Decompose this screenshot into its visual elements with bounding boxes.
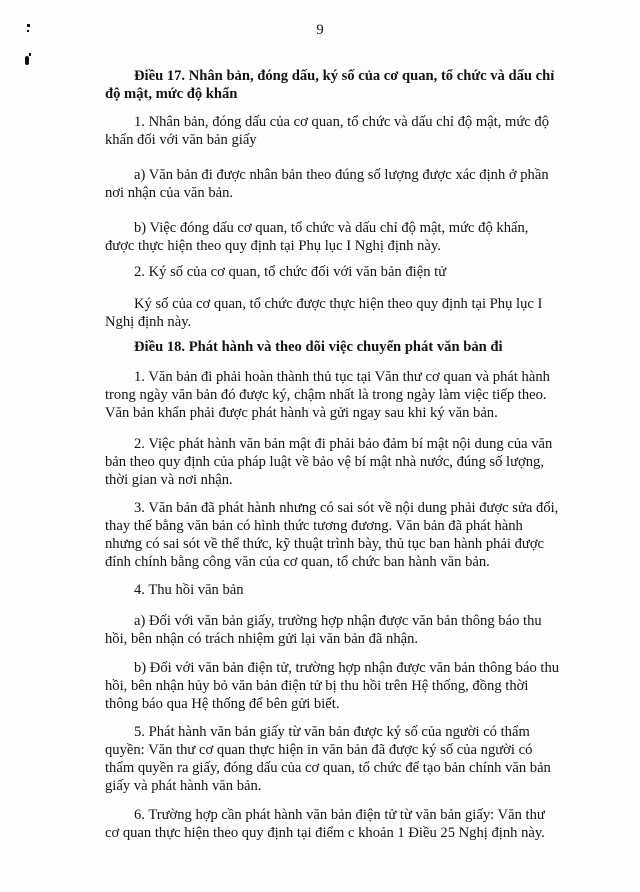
article-heading: Điều 17. Nhân bản, đóng dấu, ký số của cơ quan, tổ chức và dấu chỉ bbox=[134, 68, 555, 84]
paragraph-line: 3. Văn bản đã phát hành nhưng có sai sót về nội dung phải được sửa đổi, bbox=[134, 500, 559, 516]
paragraph-line: thời gian và nơi nhận. bbox=[105, 472, 233, 488]
paragraph-line: a) Văn bản đi được nhân bản theo đúng số lượng được xác định ở phần bbox=[134, 167, 549, 183]
paragraph-line: trong ngày văn bản đó được ký, chậm nhất là trong ngày làm việc tiếp theo. bbox=[105, 387, 547, 403]
paragraph-line: 5. Phát hành văn bản giấy từ văn bản được ký số của người có thẩm bbox=[134, 724, 530, 740]
paragraph-line: thay thế bằng văn bản có hình thức tương đương. Văn bản đã phát hành bbox=[105, 518, 523, 534]
paragraph-line: cơ quan thực hiện theo quy định tại điểm c khoản 1 Điều 25 Nghị định này. bbox=[105, 825, 545, 841]
paragraph-line: thẩm quyền ra giấy, đóng dấu của cơ quan, tổ chức để tạo bản chính văn bản bbox=[105, 760, 551, 776]
paragraph-line: a) Đối với văn bản giấy, trường hợp nhận được văn bản thông báo thu bbox=[134, 613, 542, 629]
paragraph-line: 6. Trường hợp cần phát hành văn bản điện tử từ văn bản giấy: Văn thư bbox=[134, 807, 545, 823]
article-heading: độ mật, mức độ khẩn bbox=[105, 86, 238, 102]
paragraph-line: b) Đối với văn bản điện tử, trường hợp nhận được văn bản thông báo thu bbox=[134, 660, 560, 676]
paragraph-line: thông báo qua Hệ thống để bên gửi biết. bbox=[105, 696, 340, 712]
paragraph-line: b) Việc đóng dấu cơ quan, tổ chức và dấu chỉ độ mật, mức độ khẩn, bbox=[134, 220, 529, 236]
scan-mark-blot bbox=[29, 53, 31, 56]
paragraph-line: giấy và phát hành văn bản. bbox=[105, 778, 262, 794]
paragraph-line: 4. Thu hồi văn bản bbox=[134, 582, 244, 598]
paragraph-line: hồi, bên nhận có trách nhiệm gửi lại văn bản đã nhận. bbox=[105, 631, 419, 647]
paragraph-line: nơi nhận của văn bản. bbox=[105, 185, 234, 201]
paragraph-line: được thực hiện theo quy định tại Phụ lục I Nghị định này. bbox=[105, 238, 441, 254]
scan-mark-blot bbox=[25, 56, 29, 65]
paragraph-line: hồi, bên nhận hủy bỏ văn bản điện tử bị thu hồi trên Hệ thống, đồng thời bbox=[105, 678, 529, 694]
paragraph-line: đính chính bằng công văn của cơ quan, tổ chức ban hành văn bản. bbox=[105, 554, 490, 570]
page-number: 9 bbox=[316, 22, 324, 38]
paragraph-line: Ký số của cơ quan, tổ chức được thực hiện theo quy định tại Phụ lục I bbox=[134, 296, 543, 312]
paragraph-line: quyền: Văn thư cơ quan thực hiện in văn bản đã được ký số của người có bbox=[105, 742, 533, 758]
paragraph-line: khẩn đối với văn bản giấy bbox=[105, 132, 257, 148]
paragraph-line: Nghị định này. bbox=[105, 314, 192, 330]
paragraph-line: nhưng có sai sót về thể thức, kỹ thuật trình bày, thủ tục ban hành phải được bbox=[105, 536, 545, 552]
paragraph-line: 2. Việc phát hành văn bản mật đi phải bảo đảm bí mật nội dung của văn bbox=[134, 436, 553, 452]
paragraph-line: Văn bản khẩn phải được phát hành và gửi ngay sau khi ký văn bản. bbox=[105, 405, 498, 421]
paragraph-line: 1. Nhân bản, đóng dấu của cơ quan, tổ chức và dấu chỉ độ mật, mức độ bbox=[134, 114, 550, 130]
paragraph-line: 1. Văn bản đi phải hoàn thành thủ tục tại Văn thư cơ quan và phát hành bbox=[134, 369, 550, 385]
article-heading: Điều 18. Phát hành và theo dõi việc chuyển phát văn bản đi bbox=[134, 339, 503, 355]
paragraph-line: 2. Ký số của cơ quan, tổ chức đối với văn bản điện tử bbox=[134, 264, 447, 280]
paragraph-line: bản theo quy định của pháp luật về bảo vệ bí mật nhà nước, đúng số lượng, bbox=[105, 454, 544, 470]
